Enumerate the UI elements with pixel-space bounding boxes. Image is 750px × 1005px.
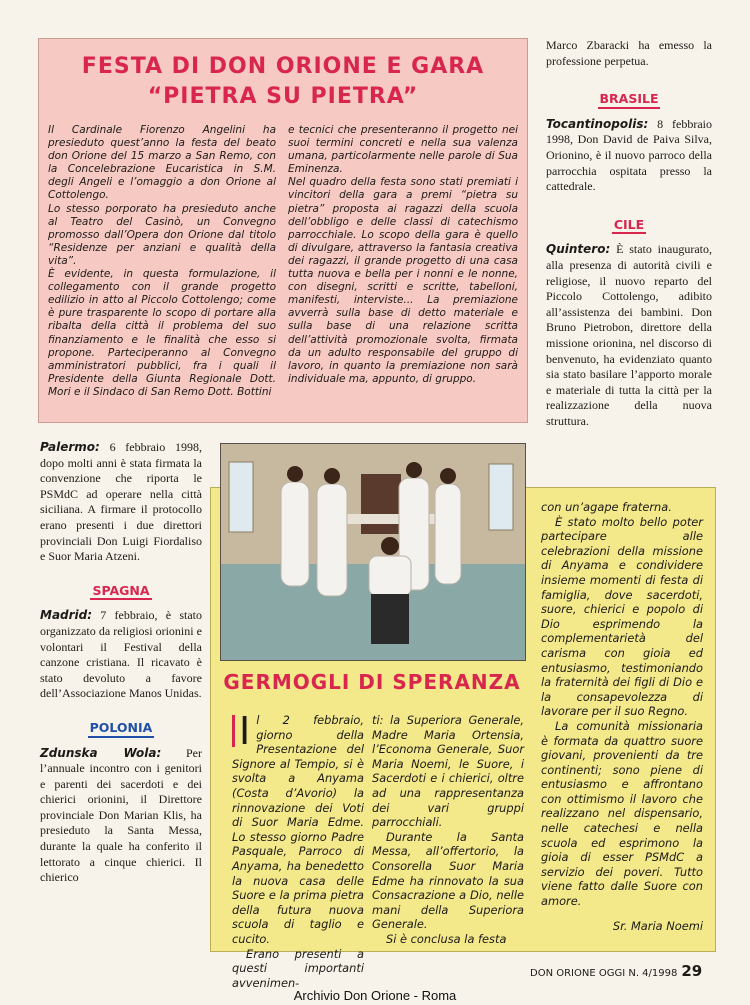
festa-title-line2: “PIETRA SU PIETRA” [147,84,419,109]
place-palermo: Palermo: [40,440,100,454]
magazine-issue: DON ORIONE OGGI N. 4/1998 [530,968,678,979]
news-cile [546,242,712,429]
place-quintero: Quintero: [546,242,611,257]
festa-paragraph: e tecnici che presenteranno il progetto nei suoi termini concreti e nella sua valenza umana, particolarmente nelle parole di Sua Eminenza. [288,124,518,176]
germogli-signature: Sr. Maria Noemi [612,918,703,933]
news-cile-text: È stato inaugurato, alla presenza di autorità civili e religiose, il nuovo reparto del Piccolo Cottolengo, adibito all’assistenza dei bambini. Don Bruno Pietrobon, direttore della missione orionina, nel discorso di benvenuto, ha evidenziato quanto sia stato basilare l’apporto morale e materiale di tutta la città per la realizzazione della nuova struttura. [546,242,712,428]
festa-column-1 [48,124,276,399]
germogli-paragraph [232,709,364,947]
right-column [546,38,712,429]
festa-paragraph: Il Cardinale Fiorenzo Angelini ha presieduto quest’anno la festa del beato don Orione del 15 marzo a San Remo, con la Concelebrazione Eucaristica in S.M. degli Angeli e l’omaggio a don Orione al Cottolengo. [48,124,276,202]
germogli-paragraph: La comunità missionaria è formata da quattro suore giovani, provenienti da tre continenti; sono piene di entusiasmo e affrontano con ottimismo il lavoro che realizzano nel dispensario, nelle catechesi e nella scuola ed esprimono la gioia di esser PSMdC a servizio dei poveri. Tutto viene fatto dalle Suore con amore. [541,718,703,909]
right-intro: Marco Zbaracki ha emesso la professione perpetua. [546,38,712,68]
germogli-paragraph-text: l 2 febbraio, giorno della Presentazione del Signore al Tempio, si è svolta a Anyama (Costa d’Avorio) la rinnovazione dei Voti di Suor Maria Edme. Lo stesso giorno Padre Pasquale, Parroco di Anyama, ha benedetto la nuova casa delle Suore e la prima pietra della futura nuova scuola di taglio e cucito. [232,713,364,946]
germogli-column-3 [541,500,703,933]
dropcap: I [232,715,250,747]
germogli-paragraph: Durante la Santa Messa, all’offertorio, la Consorella Suor Maria Edme ha rinnovato la sua Consacrazione a Dio, nelle mani della Superiora Generale. [372,829,524,932]
photo-sisters-group [220,443,526,661]
news-palermo [40,440,202,565]
country-heading-cile: CILE [612,217,646,235]
page-number: 29 [681,962,703,980]
country-heading-brasile: BRASILE [598,91,661,109]
germogli-title: GERMOGLI DI SPERANZA [223,670,521,694]
news-zdunska [40,746,202,886]
left-column [40,440,202,886]
germogli-column-1 [232,709,364,990]
festa-paragraph: Lo stesso porporato ha presieduto anche al Teatro del Casinò, un Convegno promosso dall’Opera don Orione dal titolo “Residenze per anziani e qualità della vita”. [48,202,276,267]
germogli-paragraph: Si è conclusa la festa [386,931,507,946]
news-madrid-text: 7 febbraio, è stato organizzato da religiosi orionini e volontari il Festival della canzone cristiana. Il ricavato è stato devoluto a favore dell’Associazione Manos Unidas. [40,608,202,701]
news-zdunska-text: Per l’annuale incontro con i genitori e parenti dei sacerdoti e dei chierici orionini, il Direttore provinciale Don Marian Klis, ha presieduto la Santa Messa, durante la quale ha conferito il lettorato a cinque chierici. Il chierico [40,745,203,885]
germogli-paragraph: Erano presenti a questi importanti avvenimen- [232,946,364,990]
news-brasile [546,117,712,195]
photo-illustration [221,444,526,661]
place-zdunska-wola: Zdunska Wola: [40,745,162,760]
germogli-paragraph: È stato molto bello poter partecipare alle celebrazioni della missione di Anyama e condividere insieme momenti di festa di famiglia, dove sacerdoti, suore, chierici e popolo di Dio esprimendo la complementarietà del carisma con gioia ed entusiasmo, testimoniando la fraternità dei figli di Dio e la consapevolezza di lavorare per il suo Regno. [541,514,703,719]
news-palermo-text: 6 febbraio 1998, dopo molti anni è stata firmata la convenzione che riporta le PSMdC ad operare nella città siciliana. A firmare il protocollo erano presenti i due direttori provinciali Don Luigi Fiordaliso e Suor Maria Atzeni. [40,440,202,564]
festa-paragraph: Nel quadro della festa sono stati premiati i vincitori della gara a premi “pietra su pietra” proposta ai ragazzi della scuola dell’obbligo e delle classi di catechismo parrocchiale. Lo scopo della gara è quello di divulgare, attraverso la fantasia creativa dei ragazzi, il grande progetto di una casa tutta nuova e bella per i nonni e le nonne, con disegni, scritti e scritte, tabelloni, manifesti, interviste... La premiazione avverrà sulla base di detto materiale e sulla base di una relazione scritta dell’attività promozionale svolta, firmata da un adulto responsabile del gruppo di lavoro, in quanto la premiazione non sarà individuale ma, appunto, di gruppo. [288,176,518,385]
festa-title [38,52,528,112]
archive-caption: Archivio Don Orione - Roma [293,988,457,1003]
country-heading-spagna: SPAGNA [90,583,151,601]
festa-column-2 [288,124,518,386]
place-tocantinopolis: Tocantinopolis: [546,116,649,131]
country-heading-polonia: POLONIA [88,720,155,738]
news-madrid [40,608,202,702]
germogli-paragraph: ti: la Superiora Generale, Madre Maria Ortensia, l’Economa Generale, Suor Maria Noemi, le Suore, i Sacerdoti e i chierici, oltre ad una rappresentanza dei vari gruppi parrocchiali. [372,713,524,830]
place-madrid: Madrid: [40,608,93,623]
festa-paragraph: È evidente, in questa formulazione, il collegamento con il grande progetto edilizio in atto al Piccolo Cottolengo; come è pure trasparente lo scopo di portare alla ribalta della città il problema del suo finanziamento e le finalità che esso si propone. Parteciperanno al Convegno amministratori pubblici, fra i quali il Presidente della Giunta Regionale Dott. Mori e il Sindaco di San Remo Dott. Bottini [48,268,276,398]
festa-title-line1: FESTA DI DON ORIONE E GARA [81,54,485,79]
page-footer [530,962,702,980]
germogli-paragraph: con un’agape fraterna. [541,500,672,514]
germogli-column-2 [372,713,524,947]
news-brasile-text: 8 febbraio 1998, Don David de Paiva Silva, Orionino, è il nuovo parroco della parrocchia ospitata presso la cattedrale. [546,116,712,194]
